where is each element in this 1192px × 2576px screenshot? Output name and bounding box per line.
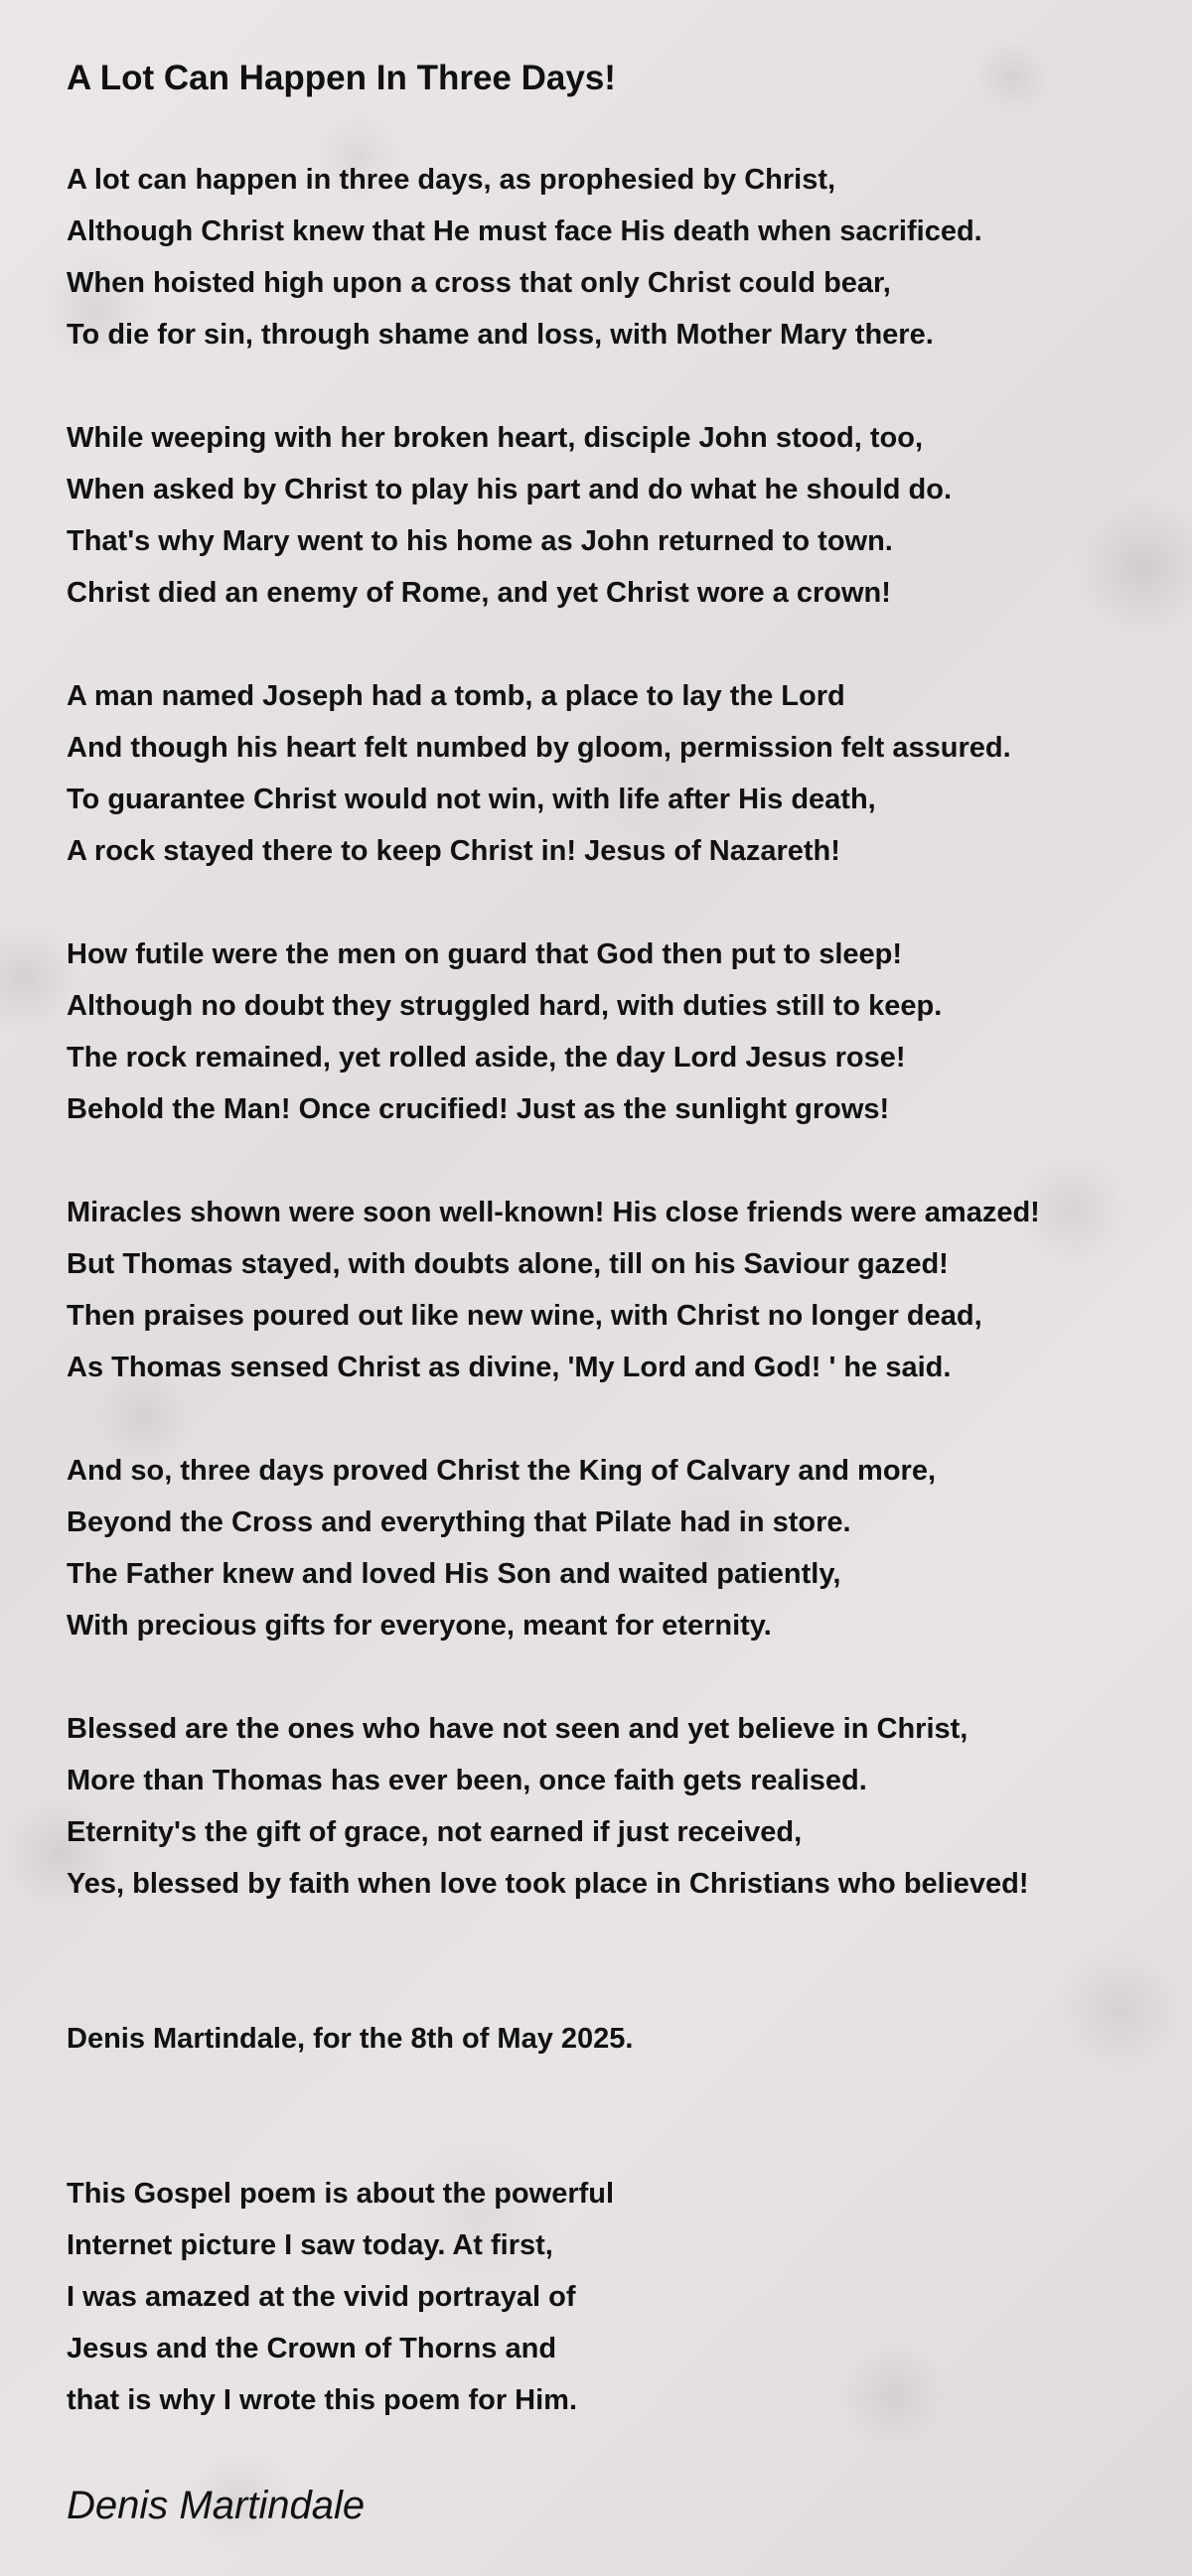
poem-line: Miracles shown were soon well-known! His close friends were amazed! bbox=[67, 1197, 1040, 1228]
poem-line: Christ died an enemy of Rome, and yet Christ wore a crown! bbox=[67, 577, 891, 609]
poem-line: To guarantee Christ would not win, with life after His death, bbox=[67, 784, 876, 815]
poem-line: Although Christ knew that He must face His death when sacrificed. bbox=[67, 215, 982, 247]
poem-line: How futile were the men on guard that God then put to sleep! bbox=[67, 938, 903, 970]
poem-line: A rock stayed there to keep Christ in! Jesus of Nazareth! bbox=[67, 835, 840, 867]
note-line: I was amazed at the vivid portrayal of bbox=[67, 2281, 576, 2313]
poem-line: With precious gifts for everyone, meant for eternity. bbox=[67, 1610, 772, 1642]
stanza-5 bbox=[67, 1187, 1169, 1393]
poem-line: As Thomas sensed Christ as divine, 'My Lord and God! ' he said. bbox=[67, 1352, 952, 1383]
poem-line: Although no doubt they struggled hard, with duties still to keep. bbox=[67, 990, 943, 1022]
stanza-4 bbox=[67, 929, 1169, 1135]
note-line: that is why I wrote this poem for Him. bbox=[67, 2384, 577, 2416]
poem-line: And so, three days proved Christ the King of Calvary and more, bbox=[67, 1455, 937, 1487]
author-note bbox=[67, 2168, 1169, 2426]
poem-line: And though his heart felt numbed by gloom, permission felt assured. bbox=[67, 732, 1011, 764]
stanza-3 bbox=[67, 670, 1169, 877]
poem-line: But Thomas stayed, with doubts alone, till on his Saviour gazed! bbox=[67, 1248, 949, 1280]
poem-line: A lot can happen in three days, as prophesied by Christ, bbox=[67, 164, 836, 196]
note-line: Jesus and the Crown of Thorns and bbox=[67, 2333, 557, 2364]
poem-line: Eternity's the gift of grace, not earned if just received, bbox=[67, 1816, 803, 1848]
poem-page bbox=[67, 40, 1169, 2535]
poem-line: While weeping with her broken heart, disciple John stood, too, bbox=[67, 422, 924, 454]
poem-line: To die for sin, through shame and loss, with Mother Mary there. bbox=[67, 319, 934, 351]
stanza-1 bbox=[67, 154, 1169, 360]
poem-line: When hoisted high upon a cross that only Christ could bear, bbox=[67, 267, 891, 299]
stanza-2 bbox=[67, 412, 1169, 619]
poem-line: Then praises poured out like new wine, with Christ no longer dead, bbox=[67, 1300, 982, 1332]
note-line: Internet picture I saw today. At first, bbox=[67, 2229, 553, 2261]
stanza-6 bbox=[67, 1445, 1169, 1651]
stanza-7 bbox=[67, 1703, 1169, 1910]
author-signature: Denis Martindale bbox=[67, 2484, 366, 2527]
poem-line: That's why Mary went to his home as John returned to town. bbox=[67, 525, 893, 557]
poem-dedication: Denis Martindale, for the 8th of May 2025. bbox=[67, 2023, 634, 2055]
poem-line: The Father knew and loved His Son and waited patiently, bbox=[67, 1558, 841, 1590]
poem-line: Yes, blessed by faith when love took place in Christians who believed! bbox=[67, 1868, 1029, 1900]
poem-line: When asked by Christ to play his part and do what he should do. bbox=[67, 474, 953, 505]
poem-line: Behold the Man! Once crucified! Just as the sunlight grows! bbox=[67, 1093, 890, 1125]
poem-line: Blessed are the ones who have not seen and yet believe in Christ, bbox=[67, 1713, 968, 1745]
poem-line: Beyond the Cross and everything that Pilate had in store. bbox=[67, 1506, 851, 1538]
poem-line: More than Thomas has ever been, once faith gets realised. bbox=[67, 1765, 867, 1796]
note-line: This Gospel poem is about the powerful bbox=[67, 2178, 615, 2210]
poem-title: A Lot Can Happen In Three Days! bbox=[67, 59, 616, 97]
poem-line: The rock remained, yet rolled aside, the day Lord Jesus rose! bbox=[67, 1042, 906, 1073]
poem-line: A man named Joseph had a tomb, a place to lay the Lord bbox=[67, 680, 845, 712]
